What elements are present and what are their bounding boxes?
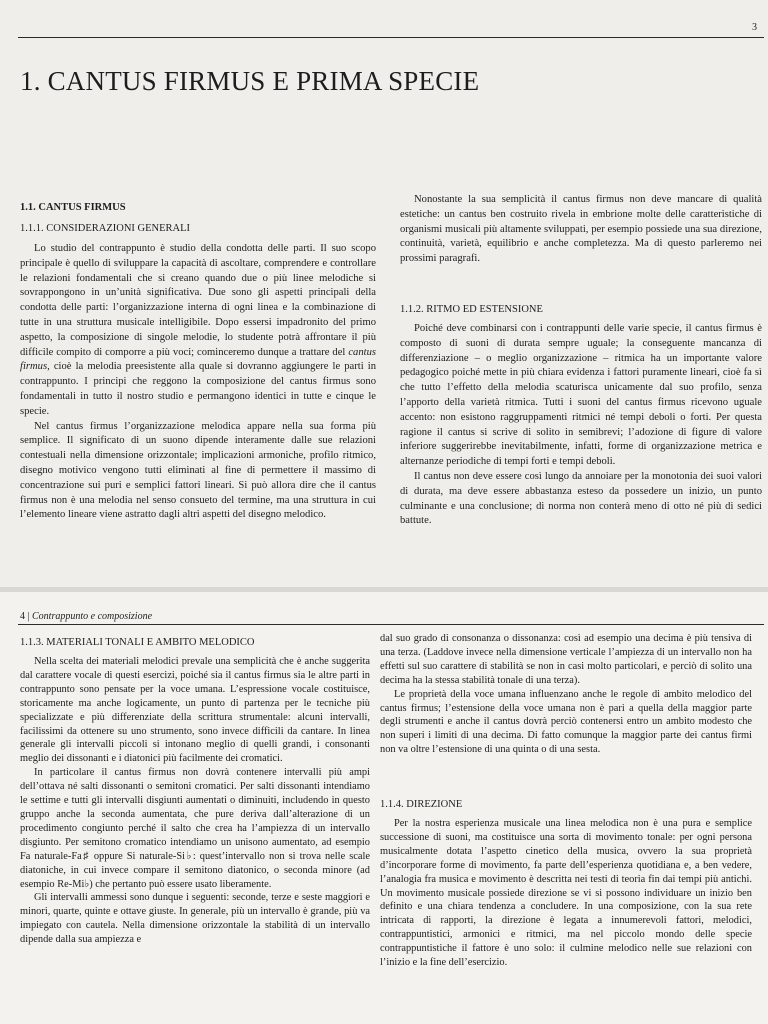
paragraph: Il cantus non deve essere così lungo da annoiare per la monotonia dei suoi valori di durata, ma deve essere abbastanza esteso da possedere un inizio, un punto culminante e una conclusione; di norma non conterà meno di otto né più di sedici battute.	[400, 470, 762, 527]
right-column-text-2	[380, 817, 752, 970]
paragraph: Poiché deve combinarsi con i contrappunti delle varie specie, il cantus firmus è composto di suoni di durata sempre uguale; la conseguente mancanza di differenziazione – o meglio organizzazione – ritmica ha un importante valore pedagogico poiché mette in più chiara evidenza i fattori puramente lineari, cioè fa sì che tutto l’effetto della melodia scaturisca unicamente dal suo profilo, senza l’apporto della varietà ritmica. Tutti i suoni del cantus firmus ricevono uguale accento: non esistono raggruppamenti ritmici né tempi deboli o forti. Per questa ragione il cantus si scrive di solito in semibrevi; l’adozione di figure di valore inferiore suggerirebbe inevitabilmente, infatti, forme di organizzazione metrica e alternanze periodiche di tempi forti e tempi deboli.	[400, 323, 762, 468]
right-column-text-1	[400, 193, 762, 267]
paragraph: Gli intervalli ammessi sono dunque i seguenti: seconde, terze e seste maggiori e minori, quarte, quinte e ottave giuste. In generale, più un intervallo è grande, più va impiegato con cautela. Nella dimensione orizzontale la stabilità di un intervallo dipende dalla sua ampiezza e	[20, 892, 370, 946]
paragraph: Per la nostra esperienza musicale una linea melodica non è una pura e semplice successione di suoni, ma costituisce una sorta di movimento tonale: per ogni persona musicalmente dotata l’aspetto cinetico della musica, ovvero la sua proprietà d’incorporare forme di movimento, fa parte dell’esperienza quotidiana e, a ben vedere, l’analogia fra musica e movimento è descritta nei testi di teoria fin dai tempi più antichi. Un movimento musicale possiede direzione se vi si possono individuare un inizio ben definito e una chiara tendenza a concludere. In una composizione, con la sua rete intricata di rapporti, la direzione è legata a innumerevoli fattori, melodici, contrappuntistici, armonici e ritmici, ma nel piccolo mondo delle specie contrappuntistiche il fattore è uno solo: il culmine melodico nelle sue relazioni con l’inizio e la fine dell’esercizio.	[380, 818, 752, 969]
paragraph: Nonostante la sua semplicità il cantus firmus non deve mancare di qualità estetiche: un cantus ben costruito rivela in embrione molte delle caratteristiche di organismi musicali più altamente sviluppati, per esempio possiede una sua direzione, continuità, varietà, equilibrio e anche completezza. Ma di questo parleremo nei prossimi paragrafi.	[400, 194, 762, 265]
header-rule	[18, 624, 764, 625]
paragraph: Lo studio del contrappunto è studio della condotta delle parti. Il suo scopo principale è quello di sviluppare la capacità di ascoltare, comprendere e controllare le relazioni fondamentali che si creano quando due o più linee melodiche si sovrappongono in un’unità significativa. Due sono gli aspetti principali della condotta delle parti: l’organizzazione interna di ogni linea e la combinazione di tutte in una struttura musicale intelligibile. Dopo essersi impadronito del primo aspetto, la composizione di singole melodie, lo studente potrà affrontare il più difficile compito di comporre a più voci; cominceremo dunque a trattare del cantus firmus, cioè la melodia preesistente alla quale si dovranno aggiungere le parti in contrappunto. I principi che reggono la composizione del cantus firmus sono fondamentali in tutto il nostro studio e permangono identici in tutte e cinque le specie.	[20, 243, 376, 417]
right-column-text-1	[380, 632, 752, 757]
left-column-text	[20, 242, 376, 523]
section-heading-1-1: 1.1. CANTUS FIRMUS	[20, 202, 126, 213]
section-heading-1-1-3: 1.1.3. MATERIALI TONALI E AMBITO MELODICO	[20, 637, 255, 648]
header-rule	[18, 37, 764, 38]
running-header	[20, 611, 152, 622]
paragraph: Nel cantus firmus l’organizzazione melodica appare nella sua forma più semplice. Il significato di un suono dipende interamente dalle sue relazioni contestuali nella dimensione orizzontale; implicazioni armoniche, profilo ritmico, disegno motivico vengono tutti eliminati al fine di permettere il massimo di concentrazione sui puri e semplici fattori lineari. Si può allora dire che il cantus firmus non è una melodia nel senso consueto del termine, ma una struttura in cui l’elemento lineare viene astratto dagli altri aspetti del disegno melodico.	[20, 420, 376, 521]
section-heading-1-1-4: 1.1.4. DIREZIONE	[380, 799, 463, 810]
section-heading-1-1-1: 1.1.1. CONSIDERAZIONI GENERALI	[20, 223, 191, 234]
page-number: 4	[20, 611, 25, 622]
paragraph: Nella scelta dei materiali melodici prevale una semplicità che è anche suggerita dal carattere vocale di questi esercizi, poiché sia il cantus firmus sia le altre parti in contrappunto sono pensate per la voce umana. L’espressione vocale costituisce, storicamente ma anche logicamente, un punto di partenza per le tecniche più specializzate e più differenziate della scrittura strumentale: alcuni intervalli, facilissimi da ottenere su uno strumento, sono invece difficili da cantare. In linea generale gli intervalli piccoli si intonano meglio di quelli grandi, i consonanti meglio dei dissonanti e i diatonici più facilmente dei cromatici.	[20, 656, 370, 765]
right-column-text-2	[400, 322, 762, 529]
running-title: Contrappunto e composizione	[32, 611, 153, 622]
paragraph: dal suo grado di consonanza o dissonanza: così ad esempio una decima è più tensiva di una terza. (Laddove invece nella dimensione verticale l’ampiezza di un intervallo non ha effetti sul suo carattere di stabilità se non in casi molto particolari, e perciò di solito una decima ha la stessa stabilità tonale di una terza).	[380, 633, 752, 686]
section-heading-1-1-2: 1.1.2. RITMO ED ESTENSIONE	[400, 304, 543, 315]
paragraph: Le proprietà della voce umana influenzano anche le regole di ambito melodico del cantus firmus; l’estensione della voce umana non è pari a quella della maggior parte degli strumenti e anche il cantus dovrà perciò contenersi entro un ambito modesto che non superi i limiti di una decima. Di fatto comunque la maggior parte dei cantus firmi non va oltre l’estensione di una quinta o di una sesta.	[380, 688, 752, 756]
chapter-title: 1. CANTUS FIRMUS E PRIMA SPECIE	[20, 66, 480, 96]
page-number: 3	[752, 22, 757, 33]
separator: |	[27, 611, 30, 622]
paragraph: In particolare il cantus firmus non dovrà contenere intervalli più ampi dell’ottava né salti dissonanti o semitoni cromatici. Per salti dissonanti intendiamo le settime e tutti gli intervalli disgiunti aumentati o diminuiti, includendo in questo gruppo anche la seconda aumentata, che pure deriva dall’alterazione di un procedimento congiunto perché il salto che crea ha l’ampiezza di un intervallo disgiunto. Per semitono cromatico intendiamo un unisono aumentato, ad esempio Fa naturale-Fa♯ oppure Si naturale-Si♭: quest’intervallo non si trova nelle scale diatoniche, in cui invece compare il semitono diatonico, o seconda minore (ad esempio Re-Mi♭) che pertanto può essere usato liberamente.	[20, 767, 370, 890]
left-column-text	[20, 655, 370, 947]
